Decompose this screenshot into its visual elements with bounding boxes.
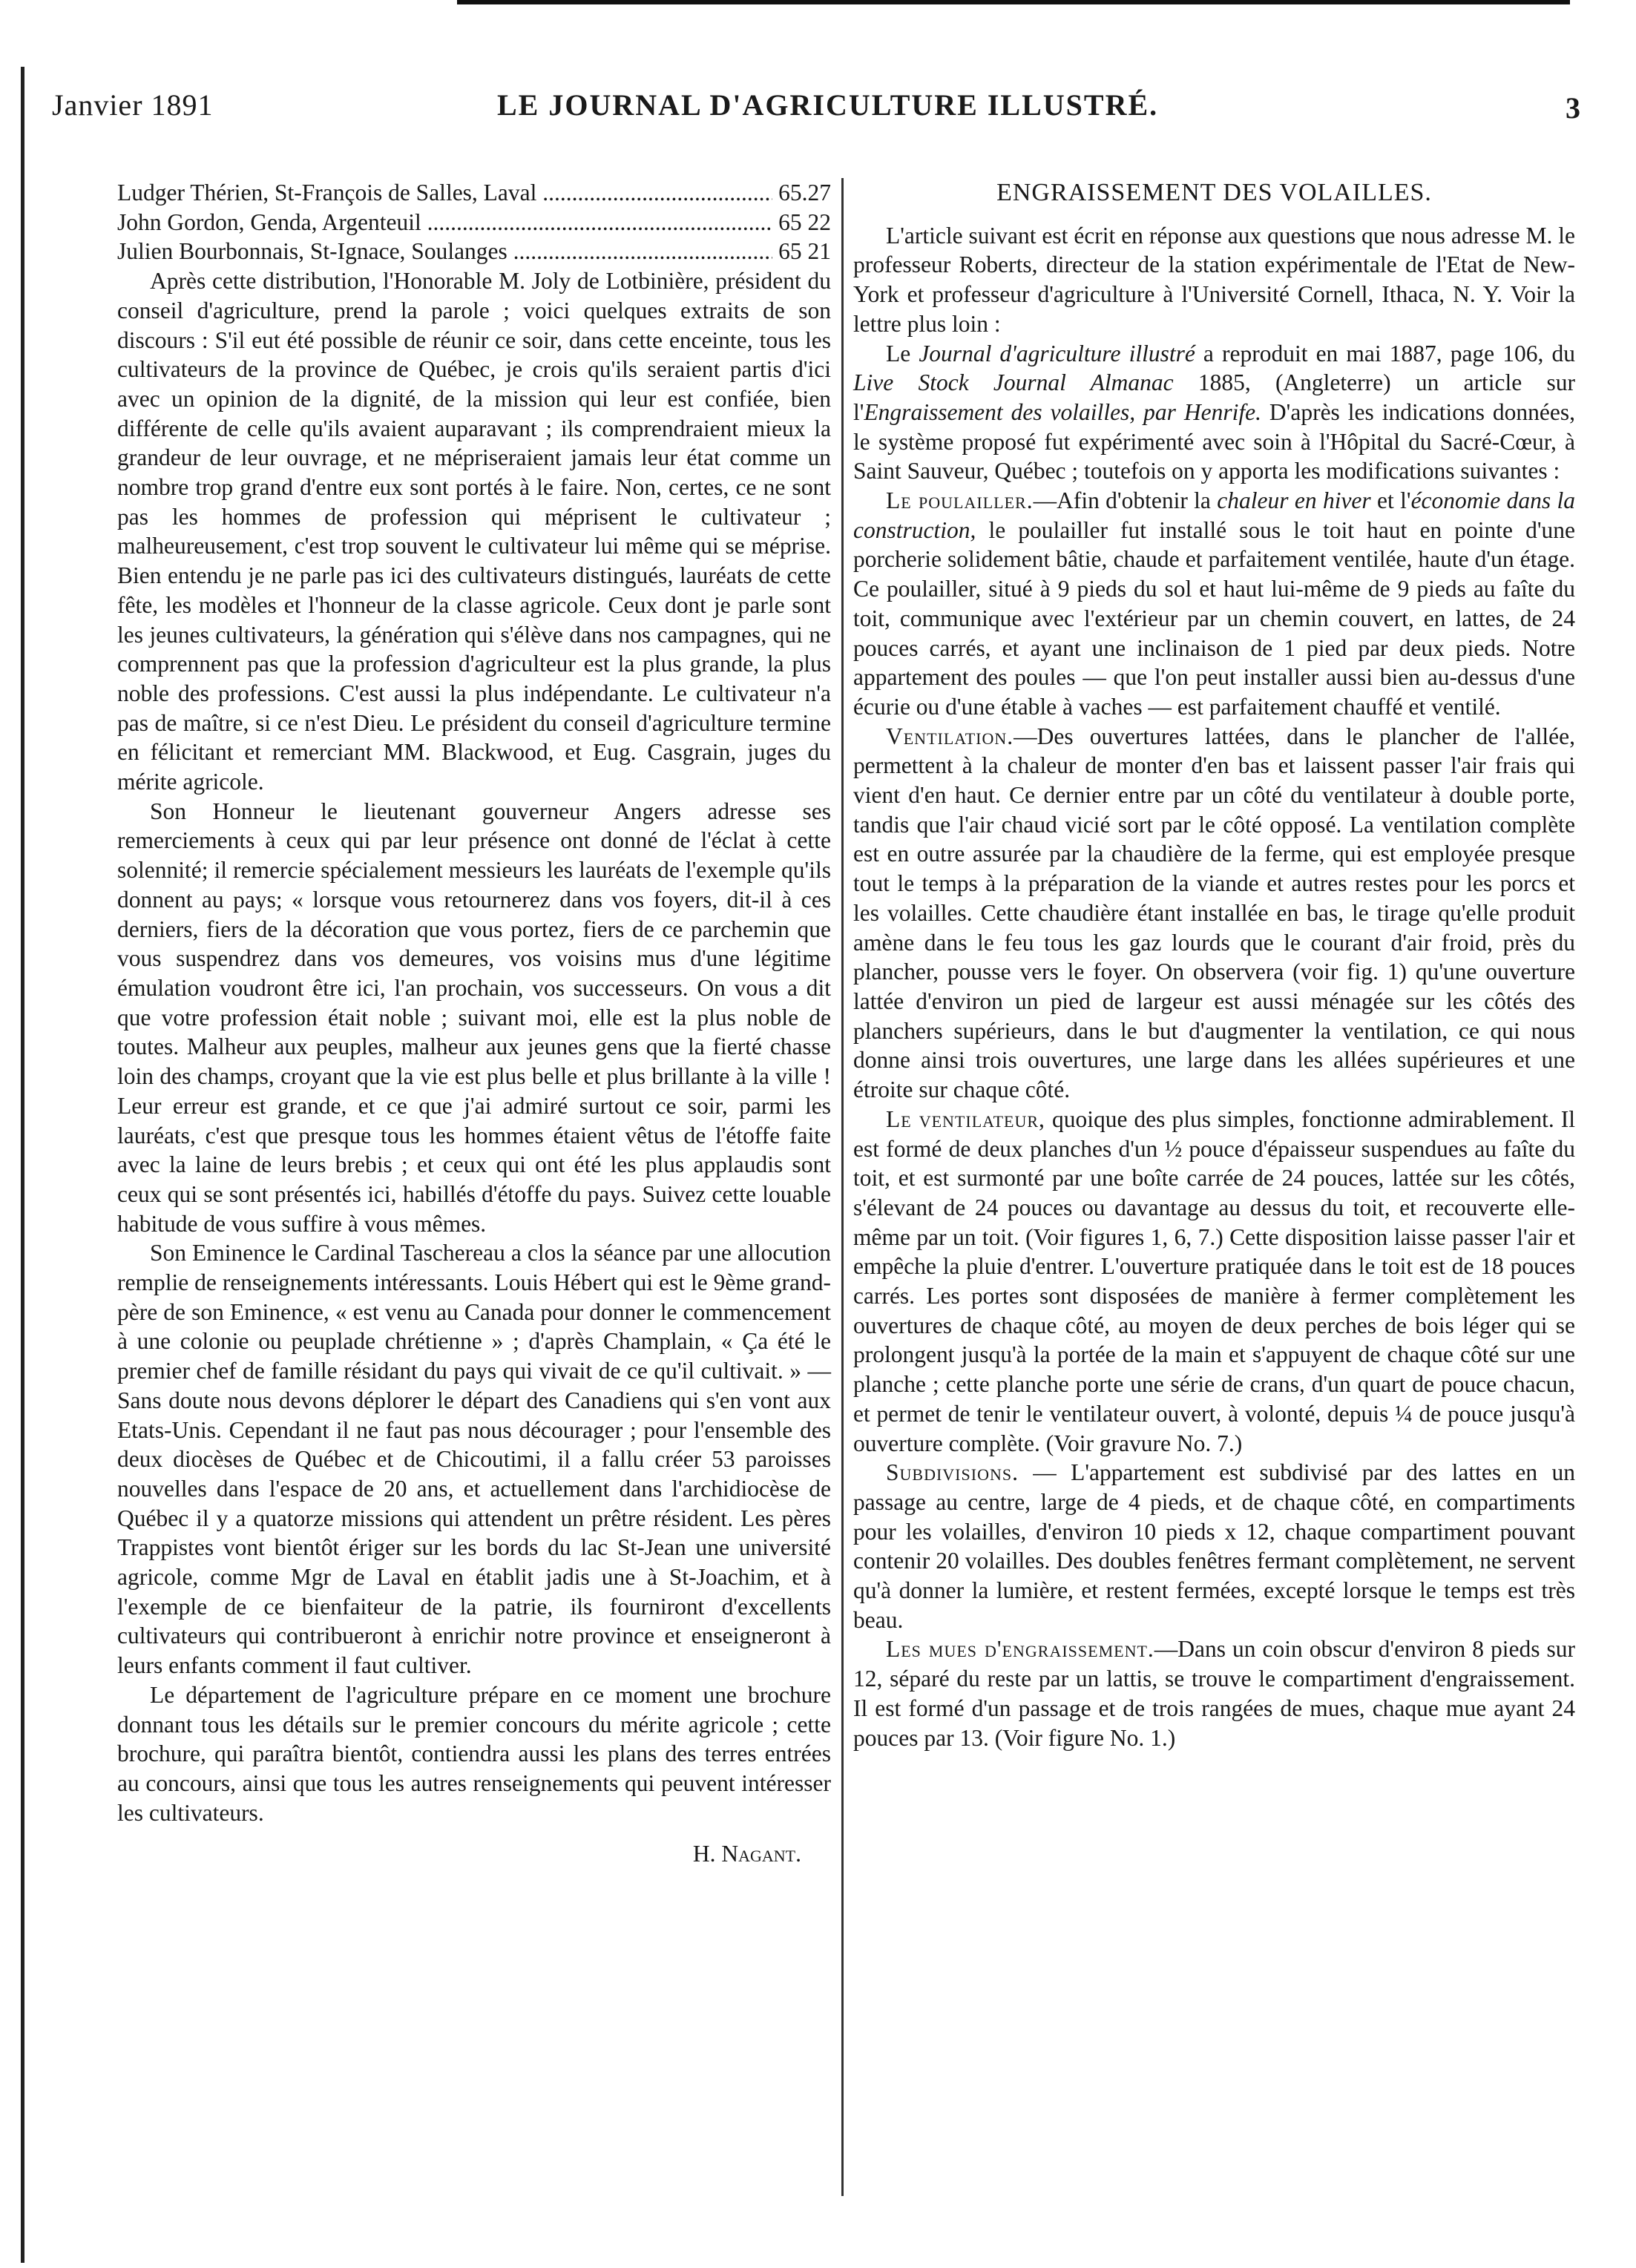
issue-date: Janvier 1891 bbox=[52, 88, 214, 122]
column-divider bbox=[841, 178, 844, 2196]
section-head-mues: Les mues d'engraissement. bbox=[886, 1636, 1154, 1663]
section-head-ventilateur: Le ventilateur, bbox=[886, 1105, 1045, 1132]
laureate-row bbox=[117, 208, 831, 237]
source-article: Engraissement des volailles, par Henrife. bbox=[864, 398, 1261, 425]
laureate-name: John Gordon, Genda, Argenteuil ..... bbox=[117, 208, 772, 237]
left-column bbox=[117, 178, 831, 1869]
body-text: —Afin d'obtenir la bbox=[1033, 487, 1218, 514]
page-number: 3 bbox=[1566, 91, 1580, 125]
paragraph-mues bbox=[853, 1634, 1575, 1752]
body-text: quoique des plus simples, fonctionne admirablement. Il est formé de deux planches d'un ½ pouce d'épaisseur suspendues au faîte du toit, et est surmonté par une boîte carrée de 24 pouces, lattée sur les côtés, s'élevant de 24 pouces ou davantage au dessus du toit, et recouverte elle-même par un toit. (Voir figures 1, 6, 7.) Cette disposition laisse passer l'air et empêche la pluie d'entrer. L'ouverture pratiquée dans le toit est de 18 pouces carrés. Les portes sont disposées de manière à fermer complètement les ouvertures de chaque côté, au moyen de deux perches de bois léger qui se prolongent jusqu'à la portée de la main et s'appuyent de chaque côté sur une planche ; cette planche porte une série de crans, d'un quart de pouce chacun, et permet de tenir le ventilateur ouvert, à volonté, depuis ¼ de pouce jusqu'à ouverture complète. (Voir gravure No. 7.) bbox=[853, 1105, 1575, 1456]
top-rule bbox=[457, 0, 1570, 4]
source-text: a reproduit en mai 1887, page 106, du bbox=[1195, 340, 1575, 367]
body-text: le poulailler fut installé sous le toit haut en pointe d'une porcherie solidement bâtie, chaude et parfaitement ventilée, haute d'un étage. Ce poulailler, situé à 9 pieds du sol et haut lui-même de 9 pieds au faîte du toit, communique avec l'extérieur par un chemin couvert, en lattes, de 24 pouces carrés, et ayant une inclinaison de 1 pied par deux pieds. Notre appartement des poules — que l'on peut installer aussi bien au-dessus d'une écurie ou d'une étable à vaches — est parfaitement chauffé et ventilé. bbox=[853, 516, 1575, 720]
source-almanac: Live Stock Journal Almanac bbox=[853, 369, 1174, 396]
section-head-ventilation: Ventilation. bbox=[886, 723, 1014, 749]
paragraph-brochure: Le département de l'agriculture prépare en ce moment une brochure donnant tous les détails sur le premier concours du mérite agricole ; cette brochure, qui paraîtra bientôt, contiendra aussi les plans des terres entrées au concours, ainsi que tous les autres renseignements qui peuvent intéresser les cultivateurs. bbox=[117, 1681, 831, 1826]
paragraph-taschereau-speech: Son Eminence le Cardinal Taschereau a clos la séance par une allocution remplie de renseignements intéressants. Louis Hébert qui est le 9ème grand-père de son Eminence, « est venu au Canada pour donner le commencement à une colonie ou peuplade chrétienne » ; d'après Champlain, « Ça été le premier chef de famille résidant du pays qui vivait de ce qu'il cultivait. » — Sans doute nous devons déplorer le départ des Canadiens qui s'en vont aux Etats-Unis. Cependant il ne faut pas nous décourager ; pour l'ensemble des deux diocèses de Québec et de Chicoutimi, il a fallu créer 53 paroisses nouvelles dans l'espace de 20 ans, et actuellement dans l'archidiocèse de Québec il y a quatorze missions qui attendent un prêtre résident. Les pères Trappistes vont bientôt ériger sur les bords du lac St-Jean une université agricole, comme Mgr de Laval en établit jadis une à St-Joachim, et à l'exemple de ce bienfaiteur de la patrie, ils fourniront d'excellents cultivateurs qui contribueront à enrichir notre province et enseigneront à leurs enfants comment il faut cultiver. bbox=[117, 1240, 831, 1679]
source-journal: Journal d'agriculture illustré bbox=[919, 340, 1195, 367]
paragraph-ventilateur bbox=[853, 1105, 1575, 1458]
journal-title: LE JOURNAL D'AGRICULTURE ILLUSTRÉ. bbox=[497, 88, 1159, 122]
laureate-score: 65 21 bbox=[778, 238, 831, 265]
paragraph-poulailler bbox=[853, 486, 1575, 722]
source-text: D'après les indications données, le système proposé fut expérimenté avec soin à l'Hôpital du Sacré-Cœur, à Saint Sauveur, Québec ; toutefois on y apporta les modifications suivantes : bbox=[853, 398, 1576, 484]
emphasis-text: économie dans la construction, bbox=[853, 487, 1575, 543]
author-signature: H. Nagant. bbox=[692, 1841, 801, 1867]
body-text: —Dans un coin obscur d'environ 8 pieds sur 12, séparé du reste par un lattis, se trouve le compartiment d'engraissement. Il est formé d'un passage et de trois rangées de mues, chaque mue ayant 24 pouces par 13. (Voir figure No. 1.) bbox=[853, 1636, 1575, 1751]
body-text: — L'appartement est subdivisé par des lattes en un passage au centre, large de 4 pieds, et de chaque côté, en compartiments pour les volailles, d'environ 10 pieds x 12, chaque compartiment pouvant contenir 20 volailles. Des doubles fenêtres fermant complètement, ne servent qu'à donner la lumière, et restent fermées, excepté lorsque le temps est très beau. bbox=[853, 1459, 1575, 1633]
paragraph-angers-speech: Son Honneur le lieutenant gouverneur Angers adresse ses remerciements à ceux qui par leur présence ont donné de l'éclat à cette solennité; il remercie spécialement messieurs les lauréats de l'exemple qu'ils donnent au pays; « lorsque vous retournerez dans vos foyers, dit-il à ces derniers, fiers de la décoration que vous portez, fiers de ce parchemin que vous suspendrez dans vos demeures, vos voisins mus d'une légitime émulation voudront être ici, l'an prochain, vos successeurs. On vous a dit que votre profession était noble ; suivant moi, elle est la plus noble de toutes. Malheur aux peuples, malheur aux jeunes gens que la fierté chasse loin des champs, croyant que la vie est plus belle et plus brillante à la ville ! Leur erreur est grande, et ce que j'ai admiré surtout ce soir, parmi les lauréats, c'est que presque tous les hommes étaient vêtus de l'étoffe faite avec la laine de leurs brebis ; et ceux qui ont été les plus applaudis sont ceux qui se sont présentés ici, habillés d'étoffe du pays. Suivez cette louable habitude de vous suffire à vous mêmes. bbox=[117, 798, 831, 1237]
article-title: ENGRAISSEMENT DES VOLAILLES. bbox=[996, 179, 1432, 206]
body-text: —Des ouvertures lattées, dans le plancher de l'allée, permettent à la chaleur de monter d'en bas et laissent passer l'air frais qui vient d'en haut. Ce dernier entre par un côté du ventilateur à double porte, tandis que l'air chaud vicié sort par le côté opposé. La ventilation complète est en outre assurée par la chaudière de la ferme, qui est employée presque tout le temps à la préparation de la viande et autres restes pour les porcs et les volailles. Cette chaudière étant installée en bas, le tirage qu'elle produit amène dans le feu tous les gaz lourds que le courant d'air froid, près du plancher, pousse vers le foyer. On observera (voir fig. 1) qu'une ouverture lattée d'environ un pied de largeur est aussi ménagée sur les côtés des planchers supérieurs, dans le but d'augmenter la ventilation, ce qui nous donne ainsi trois ouvertures, une large dans les allées supérieures et une étroite sur chaque côté. bbox=[853, 723, 1575, 1103]
laureate-score: 65.27 bbox=[778, 180, 831, 206]
paragraph-ventilation bbox=[853, 722, 1575, 1105]
paragraph-source bbox=[853, 339, 1575, 487]
right-column bbox=[853, 178, 1575, 1752]
laureate-name: Ludger Thérien, St-François de Salles, Laval ..... bbox=[117, 178, 772, 208]
laureate-row bbox=[117, 237, 831, 266]
laureate-name: Julien Bourbonnais, St-Ignace, Soulanges ..... bbox=[117, 237, 772, 266]
source-text: Le bbox=[886, 340, 919, 367]
body-text: et l' bbox=[1370, 487, 1411, 514]
laureate-score: 65 22 bbox=[778, 208, 831, 235]
section-head-subdivisions: Subdivisions. bbox=[886, 1459, 1019, 1486]
paragraph-joly-speech: Après cette distribution, l'Honorable M. Joly de Lotbinière, président du conseil d'agriculture, prend la parole ; voici quelques extraits de son discours : S'il eut été possible de réunir ce soir, dans cette enceinte, tous les cultivateurs de la province de Québec, je crois qu'ils seraient partis d'ici avec un opinion de la dignité, de la mission qui leur est confiée, bien différente de celle qu'ils avaient auparavant ; ils comprendraient mieux la grandeur de leur ouvrage, et ne mépriseraient jamais leur état comme un nombre trop grand d'entre eux sont portés à le faire. Non, certes, ce ne sont pas les hommes de profession qui méprisent le cultivateur ; malheureusement, c'est trop souvent le cultivateur lui même qui se méprise. Bien entendu je ne parle pas ici des cultivateurs distingués, lauréats de cette fête, les modèles et l'honneur de la classe agricole. Ceux dont je parle sont les jeunes cultivateurs, la génération qui s'élève dans nos campagnes, qui ne comprennent pas que la profession d'agriculteur est la plus grande, la plus noble des professions. C'est aussi la plus indépendante. Le cultivateur n'a pas de maître, si ce n'est Dieu. Le président du conseil d'agriculture termine en félicitant et remerciant MM. Blackwood, et Eug. Casgrain, juges du mérite agricole. bbox=[117, 268, 831, 795]
laureate-row bbox=[117, 178, 831, 208]
source-text: 1885, (Angleterre) un article sur l' bbox=[853, 369, 1576, 425]
section-head-poulailler: Le poulailler. bbox=[886, 487, 1034, 514]
left-margin-rule bbox=[21, 67, 24, 2263]
emphasis-text: chaleur en hiver bbox=[1217, 487, 1371, 514]
paragraph-subdivisions bbox=[853, 1458, 1575, 1634]
paragraph-intro: L'article suivant est écrit en réponse aux questions que nous adresse M. le professeur Roberts, directeur de la station expérimentale de l'Etat de New-York et professeur d'agriculture à l'Université Cornell, Ithaca, N. Y. Voir la lettre plus loin : bbox=[853, 222, 1575, 337]
running-head bbox=[52, 88, 1595, 132]
